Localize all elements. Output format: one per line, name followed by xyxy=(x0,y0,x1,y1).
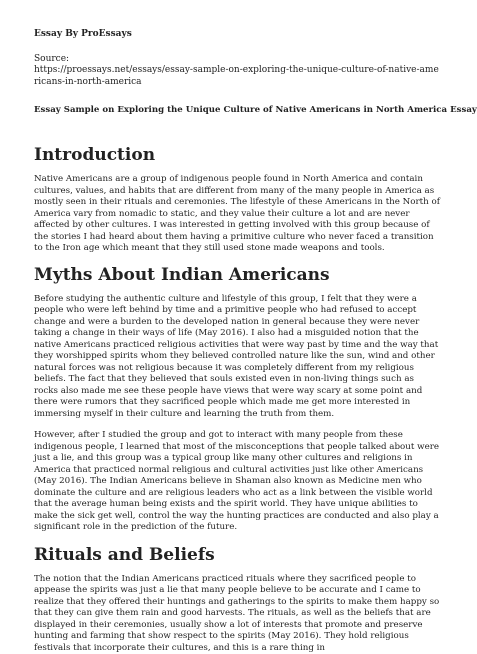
paragraph-rituals-1: The notion that the Indian Americans practiced rituals where they sacrificed people to appease the spirits was just a lie that many people believe to be accurate and I came to realize that they offered their huntings and gatherings to the spirits to make them happy so that they can give them rain and good harvests. The rituals, as well as the beliefs that are displayed in their ceremonies, usually show a lot of interests that promote and preserve hunting and farming that show respect to the spirits (May 2016). They hold religious festivals that incorporate their cultures, and this is a rare thing in xyxy=(34,574,440,654)
paragraph-myths-2: However, after I studied the group and got to interact with many people from these indigenous people, I learned that most of the misconceptions that people talked about were just a lie, and this group was a typical group like many other cultures and religions in America that practiced normal religious and cultural activities just like other Americans (May 2016). The Indian Americans believe in Shaman also known as Medicine men who dominate the culture and are religious leaders who act as a link between the visible world that the average human being exists and the spirit world. They have unique abilities to make the sick get well, control the way the hunting practices are conducted and also play a significant role in the prediction of the future. xyxy=(34,430,440,534)
section-heading-introduction: Introduction xyxy=(34,144,440,166)
document-page xyxy=(0,28,474,603)
source-url[interactable]: https://proessays.net/essays/essay-sample-on-exploring-the-unique-culture-of-native-americans-in-north-america xyxy=(34,65,440,88)
publisher-brand: Essay By ProEssays xyxy=(34,28,440,40)
section-heading-myths: Myths About Indian Americans xyxy=(34,264,440,286)
section-heading-rituals: Rituals and Beliefs xyxy=(34,544,440,566)
paragraph-introduction: Native Americans are a group of indigenous people found in North America and contain cultures, values, and habits that are different from many of the many people in America as mostly seen in their rituals and ceremonies. The lifestyle of these Americans in the North of America vary from nomadic to static, and they value their culture a lot and are never affected by other cultures. I was interested in getting involved with this group because of the stories I had heard about them having a primitive culture who never faced a transition to the Iron age which meant that they still used stone made weapons and tools. xyxy=(34,174,440,255)
essay-title: Essay Sample on Exploring the Unique Culture of Native Americans in North America Essay xyxy=(34,104,440,116)
source-label: Source: xyxy=(34,53,440,65)
paragraph-myths-1: Before studying the authentic culture and lifestyle of this group, I felt that they were a people who were left behind by time and a primitive people who had refused to accept change and were a burden to the developed nation in general because they were never taking a change in their ways of life (May 2016). I also had a misguided notion that the native Americans practiced religious activities that were way past by time and the way that they worshipped spirits whom they believed controlled nature like the sun, wind and other natural forces was not religious because it was completely different from my religious beliefs. The fact that they believed that souls existed even in non-living things such as rocks also made me see these people have views that were way scary at some point and there were rumors that they sacrificed people which made me get more interested in immersing myself in their culture and learning the truth from them. xyxy=(34,294,440,421)
